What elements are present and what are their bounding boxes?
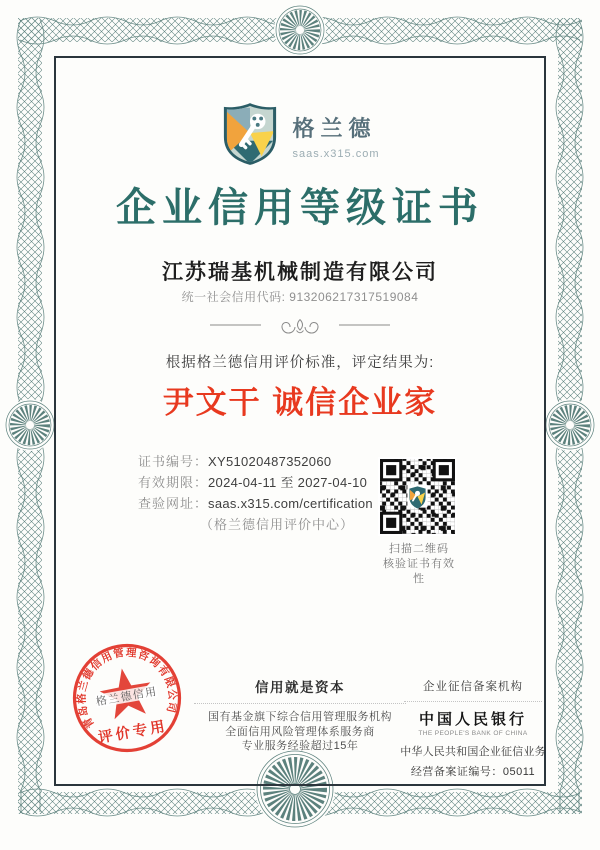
certificate-details	[138, 451, 373, 535]
qr-finder-bottom-left	[380, 512, 402, 534]
ornament-divider	[0, 313, 600, 337]
qr-center-logo	[407, 484, 427, 508]
detail-row-cert-no	[138, 451, 373, 472]
company-stamp	[46, 617, 208, 779]
detail-value: saas.x315.com/certification	[208, 496, 373, 511]
brand-name: 格兰德	[292, 116, 377, 141]
registry-line2: 经营备案证编号：05011	[410, 766, 536, 778]
rosette-top	[274, 4, 326, 56]
certificate-title: 企业信用等级证书	[116, 186, 484, 230]
evaluation-intro: 根据格兰德信用评价标准，评定结果为:	[165, 355, 435, 371]
qr-finder-top-right	[433, 459, 455, 481]
detail-row-validity	[138, 472, 373, 493]
evaluation-result: 尹文干 诚信企业家	[162, 385, 438, 420]
credit-code-value: 913206217317519084	[289, 290, 419, 304]
stamp-ring-text: 青岛格兰德信用管理咨询有限公司	[76, 646, 179, 731]
flourish-icon	[205, 313, 395, 337]
footer-right-column	[400, 678, 546, 779]
rosette-bottom	[255, 749, 335, 829]
bank-name-cn: 中国人民银行	[418, 712, 527, 728]
detail-label: 查验网址：	[138, 496, 209, 511]
qr-block	[378, 457, 460, 587]
footer-line: 专业服务经验超过15年	[241, 740, 359, 752]
qr-code	[378, 457, 457, 536]
detail-label: 证书编号：	[138, 454, 209, 469]
dotted-divider	[194, 703, 406, 704]
footer-line: 国有基金旗下综合信用管理服务机构	[208, 711, 392, 723]
footer-line: 全面信用风险管理体系服务商	[225, 725, 375, 738]
detail-row-url	[138, 493, 373, 514]
registry-heading: 企业征信备案机构	[423, 681, 523, 693]
dotted-divider	[404, 701, 542, 702]
qr-caption-line2: 核验证书有效性	[383, 558, 455, 585]
bank-name-en: THE PEOPLE'S BANK OF CHINA	[418, 730, 528, 737]
logo-text	[293, 102, 380, 160]
credit-code-line	[0, 288, 600, 305]
shield-key-icon	[221, 102, 279, 166]
stamp-center-text: 格兰德信用	[95, 685, 159, 709]
logo-block	[0, 102, 600, 166]
registry-line1: 中华人民共和国企业征信业务	[400, 746, 546, 758]
qr-caption	[378, 542, 460, 587]
evaluation-center-note: （格兰德信用评价中心）	[200, 517, 355, 532]
credit-code-label: 统一社会信用代码:	[181, 290, 290, 304]
brand-domain: saas.x315.com	[292, 148, 380, 160]
footer-middle-column	[190, 676, 410, 754]
company-name: 江苏瑞基机械制造有限公司	[162, 261, 438, 284]
detail-value: XY51020487352060	[208, 454, 332, 469]
detail-value: 2024-04-11 至 2027-04-10	[208, 475, 368, 490]
detail-label: 有效期限：	[138, 475, 209, 490]
slogan: 信用就是资本	[255, 680, 345, 695]
qr-finder-top-left	[380, 459, 402, 481]
qr-caption-line1: 扫描二维码	[389, 543, 449, 555]
stamp-bottom-text: 评价专用	[97, 718, 169, 747]
